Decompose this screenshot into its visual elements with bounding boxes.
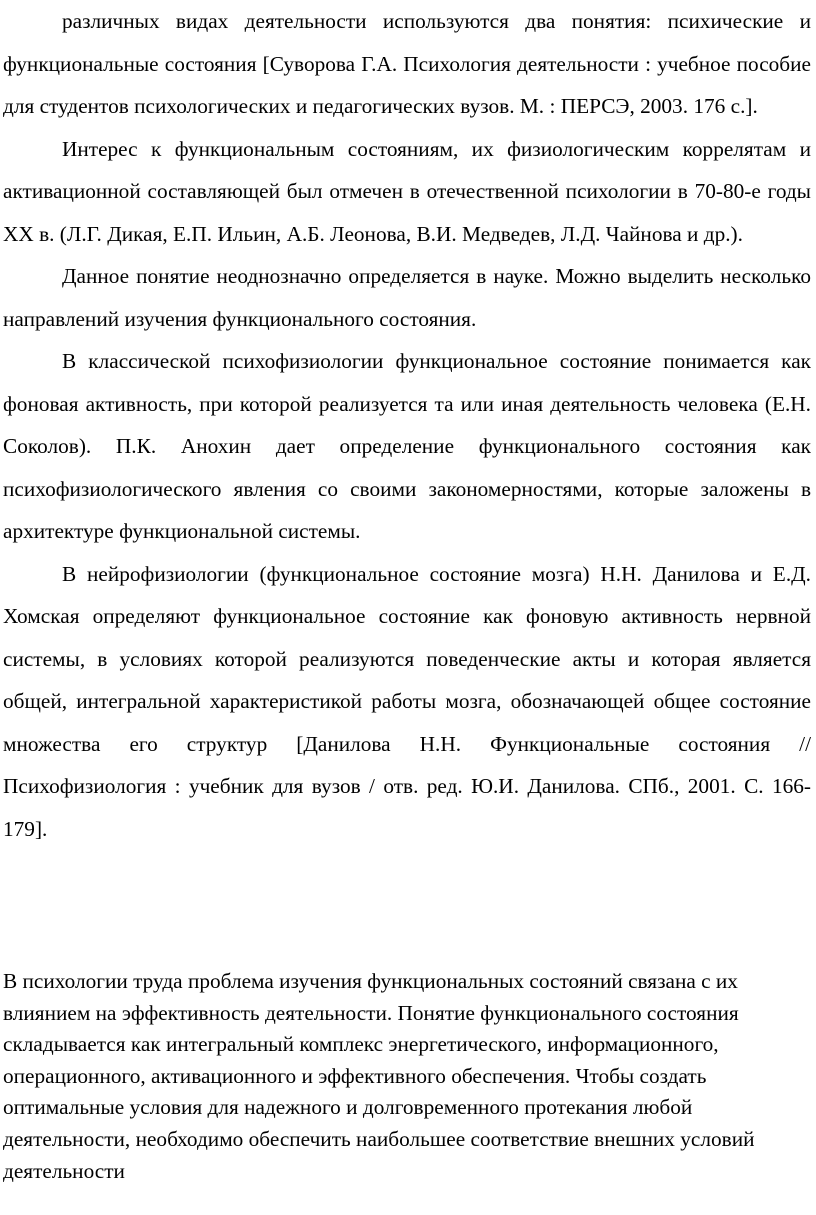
paragraph-5: В нейрофизиологии (функциональное состояние мозга) Н.Н. Данилова и Е.Д. Хомская определяют функциональное состояние как фоновую активность нервной системы, в условиях которой реализуются поведенческие акты и которая является общей, интегральной характеристикой работы мозга, обозначающей общее состояние множества его структур [Данилова Н.Н. Функциональные состояния // Психофизиология : учебник для вузов / отв. ред. Ю.И. Данилова. СПб., 2001. С. 166-179]. [3,561,811,841]
paragraph-3: Данное понятие неоднозначно определяется в науке. Можно выделить несколько направлений изучения функционального состояния. [3,264,811,331]
main-text [3,0,811,850]
paragraph-4: В классической психофизиологии функциональное состояние понимается как фоновая активность, при которой реализуется та или иная деятельность человека (Е.Н. Соколов). П.К. Анохин дает определение функционального состояния как психофизиологического явления со своими закономерностями, которые заложены в архитектуре функциональной системы. [3,349,811,543]
paragraph-6: В психологии труда проблема изучения функциональных состояний связана с их влиянием на эффективность деятельности. Понятие функционального состояния складывается как интегральный комплекс энергетического, информационного, операционного, активационного и эффективного обеспечения. Чтобы создать оптимальные условия для надежного и долговременного протекания любой деятельности, необходимо обеспечить наибольшее соответствие внешних условий деятельности [3,969,755,1183]
final-text [3,966,811,1187]
paragraph-2: Интерес к функциональным состояниям, их физиологическим коррелятам и активационной составляющей был отмечен в отечественной психологии в 70-80-е годы XX в. (Л.Г. Дикая, Е.П. Ильин, А.Б. Леонова, В.И. Медведев, Л.Д. Чайнова и др.). [3,136,811,246]
paragraph-1: различных видах деятельности используются два понятия: психические и функциональные состояния [Суворова Г.А. Психология деятельности : учебное пособие для студентов психологических и педагогических вузов. М. : ПЕРСЭ, 2003. 176 с.]. [3,9,811,118]
